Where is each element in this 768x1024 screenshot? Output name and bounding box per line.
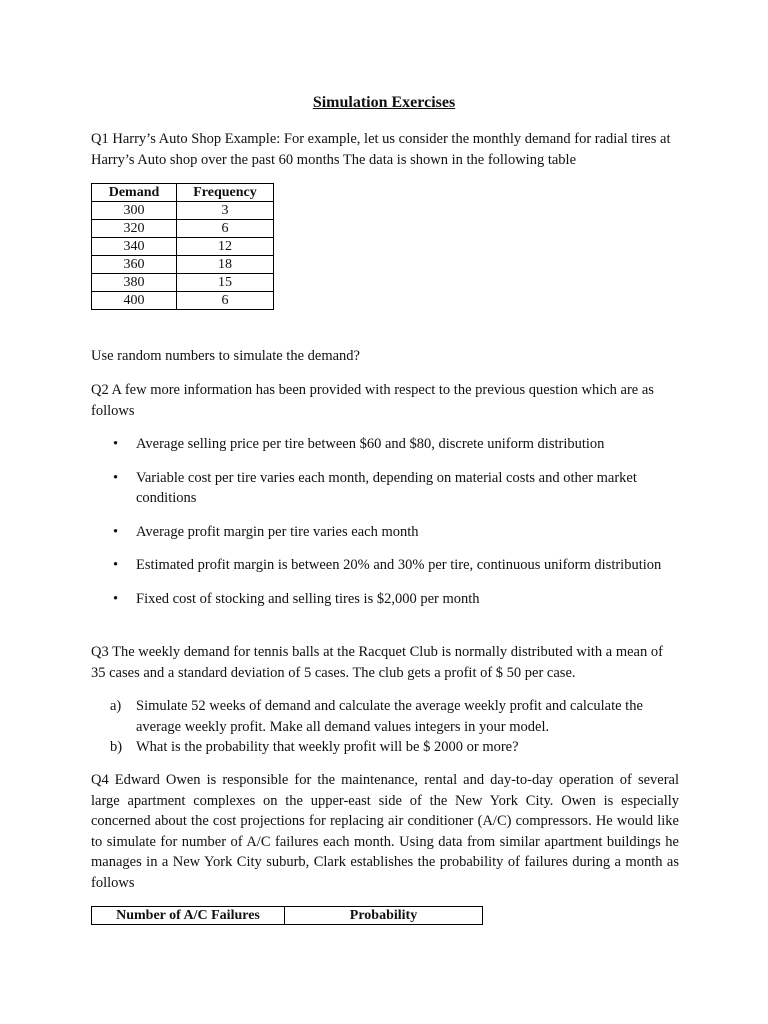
list-item: [110, 522, 670, 543]
table-row: [92, 202, 274, 220]
column-header: Number of A/C Failures: [92, 907, 285, 925]
list-item: [110, 737, 670, 758]
table-cell: 360: [92, 256, 177, 274]
table-header-row: [92, 184, 274, 202]
q3-item-list: [110, 696, 670, 758]
table-row: [92, 292, 274, 310]
bullet-icon: •: [113, 469, 119, 486]
bullet-icon: •: [113, 523, 119, 540]
list-item-text: What is the probability that weekly profit will be $ 2000 or more?: [136, 739, 519, 755]
table-cell: 6: [177, 292, 274, 310]
list-item-text: Average selling price per tire between $60 and $80, discrete uniform distribution: [136, 436, 605, 452]
list-item-text: Simulate 52 weeks of demand and calculate the average weekly profit and calculate the average weekly profit. Make all demand values integers in your model.: [136, 698, 643, 735]
q2-text: Q2 A few more information has been provided with respect to the previous question which are as follows: [91, 382, 654, 419]
column-header: Demand: [92, 184, 177, 202]
bullet-icon: •: [113, 557, 119, 573]
bullet-icon: •: [113, 590, 119, 607]
table-cell: 380: [92, 274, 177, 292]
demand-frequency-table: [91, 183, 274, 310]
table-row: [92, 238, 274, 256]
table-cell: 15: [177, 274, 274, 292]
ac-failures-table: [91, 906, 483, 925]
list-item: [110, 468, 670, 509]
list-marker: a): [110, 698, 122, 714]
list-marker: b): [110, 739, 123, 755]
table-header-row: [92, 907, 483, 925]
list-item-text: Fixed cost of stocking and selling tires is $2,000 per month: [136, 590, 480, 607]
table-cell: 12: [177, 238, 274, 256]
table-cell: 6: [177, 220, 274, 238]
q2-bullet-list: [110, 434, 670, 622]
list-item: [110, 696, 670, 737]
table-row: [92, 220, 274, 238]
table-cell: 300: [92, 202, 177, 220]
list-item-text: Estimated profit margin is between 20% and 30% per tire, continuous uniform distribution: [136, 557, 662, 573]
q1-text: Q1 Harry’s Auto Shop Example: For example, let us consider the monthly demand for radial tires at Harry’s Auto shop over the past 60 months The data is shown in the following table: [91, 131, 671, 168]
table-row: [92, 274, 274, 292]
page-title: Simulation Exercises: [312, 94, 456, 111]
list-item: [110, 434, 670, 455]
table-cell: 400: [92, 292, 177, 310]
q3-text: Q3 The weekly demand for tennis balls at the Racquet Club is normally distributed with a mean of 35 cases and a standard deviation of 5 cases. The club gets a profit of $ 50 per case.: [91, 644, 663, 681]
list-item-text: Average profit margin per tire varies each month: [136, 523, 419, 540]
table-cell: 3: [177, 202, 274, 220]
q1-question: Use random numbers to simulate the demand?: [91, 348, 360, 364]
table-cell: 340: [92, 238, 177, 256]
column-header: Probability: [285, 907, 483, 925]
table-cell: 320: [92, 220, 177, 238]
bullet-icon: •: [113, 436, 119, 452]
table-cell: 18: [177, 256, 274, 274]
q4-text: Q4 Edward Owen is responsible for the maintenance, rental and day-to-day operation of several large apartment complexes on the upper-east side of the New York City. Owen is especially concerned about the cost projections for replacing air conditioner (A/C) compressors. He would like to simulate for number of A/C failures each month. Using data from similar apartment buildings he manages in a New York City suburb, Clark establishes the probability of failures during a month as follows: [91, 772, 679, 891]
list-item-text: Variable cost per tire varies each month, depending on material costs and other market conditions: [136, 469, 637, 506]
column-header: Frequency: [177, 184, 274, 202]
list-item: [110, 555, 670, 576]
list-item: [110, 589, 670, 610]
table-row: [92, 256, 274, 274]
